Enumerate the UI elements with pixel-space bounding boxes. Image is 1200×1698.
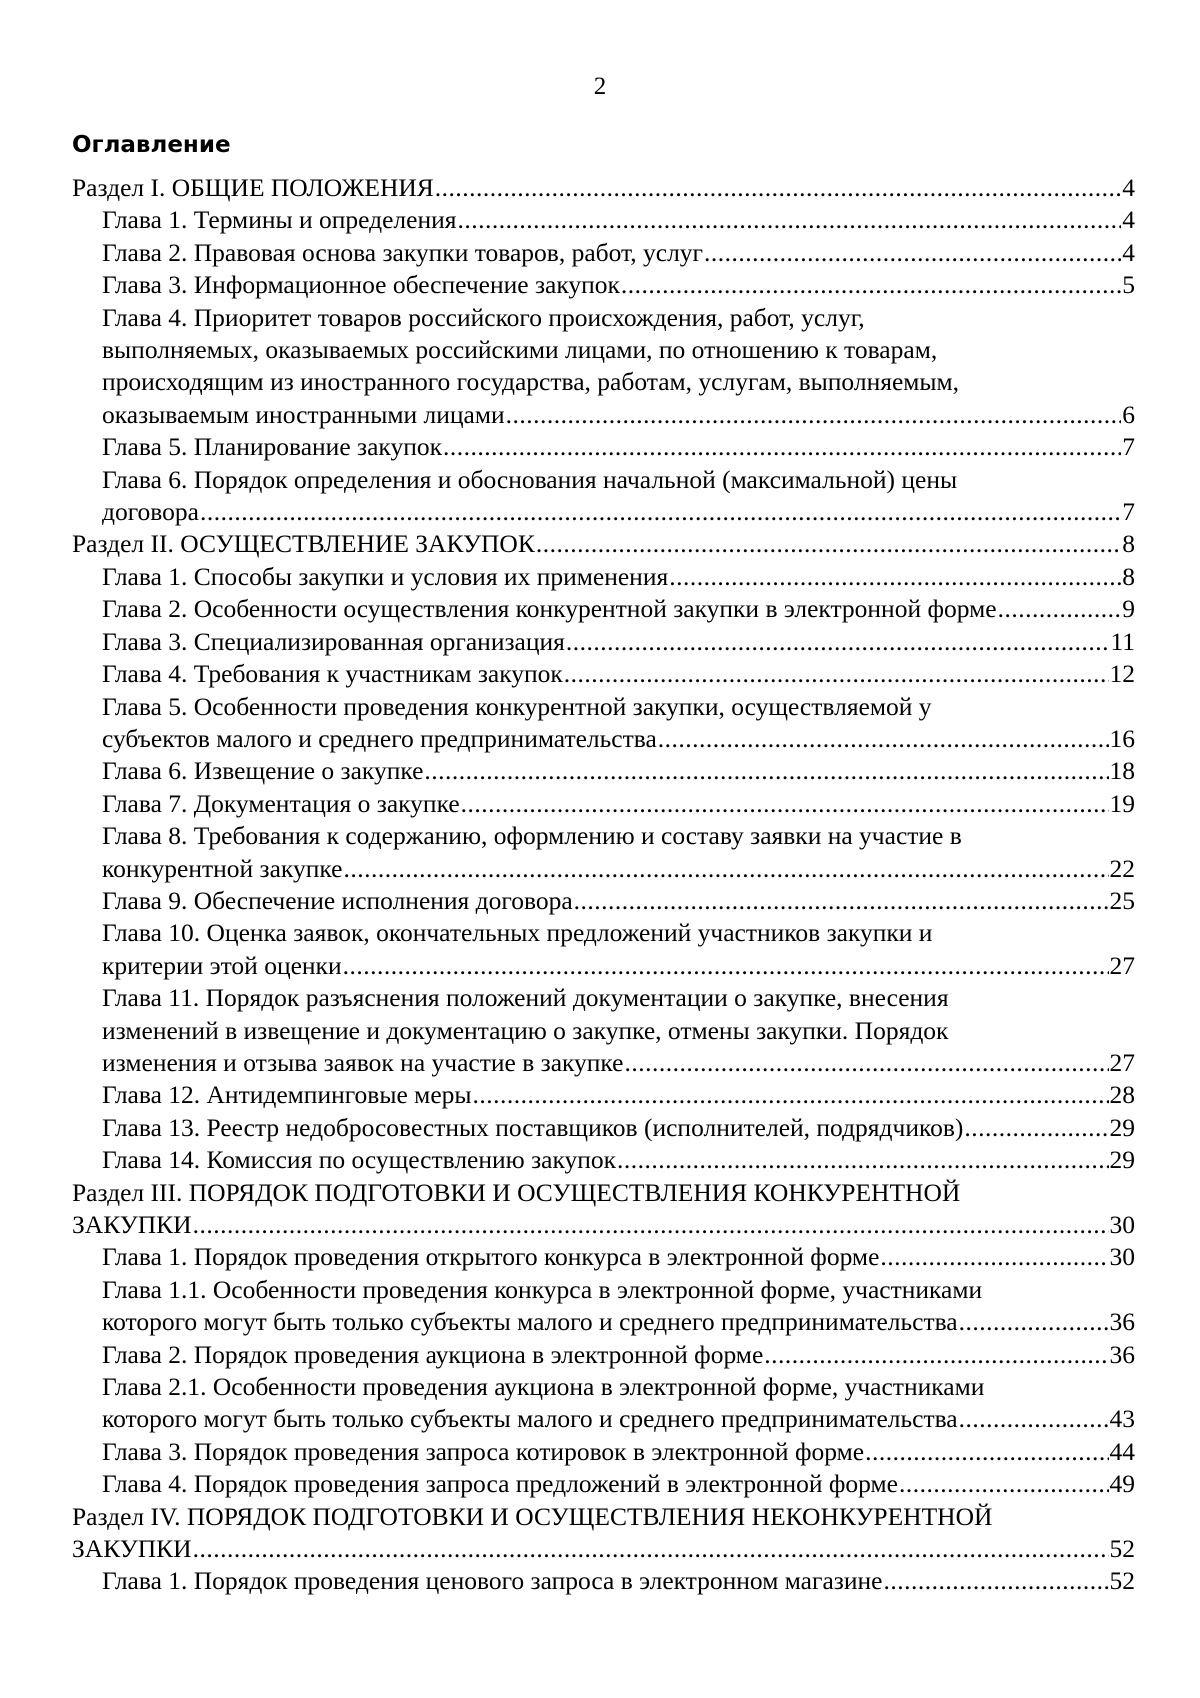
toc-section-entry[interactable] (72, 1501, 1135, 1566)
toc-title: Оглавление (72, 132, 231, 158)
dot-leader (536, 528, 1121, 560)
toc-entry-line (102, 1403, 1135, 1435)
dot-leader (617, 1144, 1108, 1176)
toc-entry-title: Глава 13. Реестр недобросовестных поставщиков (исполнителей, подрядчиков) (102, 1112, 964, 1142)
toc-chapter-entry[interactable] (72, 788, 1135, 820)
toc-entry-title: Глава 14. Комиссия по осуществлению закупок (102, 1145, 617, 1175)
toc-chapter-entry[interactable] (72, 626, 1135, 658)
toc-page-number: 7 (1122, 432, 1135, 462)
toc-page-number: 4 (1122, 173, 1135, 202)
toc-entry-line (102, 658, 1135, 690)
toc-page-number: 16 (1109, 723, 1135, 753)
toc-chapter-entry[interactable] (72, 982, 1135, 1079)
toc-entry-line (102, 626, 1135, 658)
toc-entry-line (102, 269, 1135, 301)
dot-leader (883, 1565, 1108, 1597)
toc-entry-line (102, 1339, 1135, 1371)
table-of-contents (72, 172, 1135, 1598)
toc-entry-line (102, 1144, 1135, 1176)
dot-leader (625, 1047, 1109, 1079)
toc-chapter-entry[interactable] (72, 1468, 1135, 1500)
toc-chapter-entry[interactable] (72, 658, 1135, 690)
toc-entry-line (72, 172, 1135, 204)
toc-entry-line (102, 1112, 1135, 1144)
dot-leader (193, 1533, 1109, 1565)
toc-entry-title: которого могут быть только субъекты малого и среднего предпринимательства (102, 1307, 958, 1337)
toc-entry-line (102, 788, 1135, 820)
toc-chapter-entry[interactable] (72, 431, 1135, 463)
dot-leader (343, 950, 1109, 982)
toc-page-number: 6 (1122, 399, 1135, 429)
toc-page-number: 8 (1122, 529, 1135, 559)
toc-entry-line (72, 528, 1135, 560)
toc-entry-line (102, 399, 1135, 431)
dot-leader (343, 853, 1108, 885)
toc-entry-line (102, 885, 1135, 917)
toc-page-number: 36 (1109, 1339, 1135, 1369)
toc-entry-line (102, 302, 1135, 334)
dot-leader (200, 496, 1121, 528)
page-number: 2 (593, 73, 607, 100)
dot-leader (424, 755, 1108, 787)
toc-section-entry[interactable] (72, 1177, 1135, 1242)
dot-leader (998, 593, 1122, 625)
toc-entry-title: субъектов малого и среднего предпринимательства (102, 723, 657, 753)
toc-entry-title: Глава 12. Антидемпинговые меры (102, 1080, 472, 1110)
dot-leader (461, 788, 1109, 820)
toc-entry-title: Глава 4. Требования к участникам закупок (102, 659, 563, 689)
toc-page-number: 30 (1109, 1210, 1135, 1239)
toc-entry-line (72, 1209, 1135, 1241)
toc-entry-title: изменения и отзыва заявок на участие в закупке (102, 1047, 624, 1077)
dot-leader (566, 626, 1110, 658)
toc-chapter-entry[interactable] (72, 237, 1135, 269)
toc-entry-line (102, 334, 1135, 366)
toc-entry-line (102, 691, 1135, 723)
dot-leader (669, 561, 1121, 593)
toc-entry-line (102, 1436, 1135, 1468)
toc-page-number: 52 (1109, 1534, 1135, 1564)
toc-page-number: 22 (1109, 853, 1135, 883)
toc-chapter-entry[interactable] (72, 204, 1135, 236)
toc-entry-title: Глава 2.1. Особенности проведения аукциона в электронной форме, участниками (102, 1372, 985, 1402)
toc-entry-line (102, 204, 1135, 236)
toc-entry-title: Раздел IV. ПОРЯДОК ПОДГОТОВКИ И ОСУЩЕСТВЛЕНИЯ НЕКОНКУРЕНТНОЙ (72, 1501, 993, 1531)
toc-entry-title: Глава 6. Извещение о закупке (102, 756, 424, 786)
dot-leader (621, 269, 1121, 301)
toc-entry-line (72, 1501, 1135, 1533)
toc-chapter-entry[interactable] (72, 1371, 1135, 1436)
toc-page-number: 43 (1109, 1404, 1135, 1434)
toc-entry-title: Глава 4. Приоритет товаров российского происхождения, работ, услуг, (102, 302, 865, 332)
toc-entry-line (102, 1241, 1135, 1273)
toc-entry-title: Глава 3. Порядок проведения запроса котировок в электронной форме (102, 1436, 865, 1466)
dot-leader (564, 658, 1109, 690)
toc-entry-title: Глава 1. Способы закупки и условия их применения (102, 561, 669, 591)
toc-page-number: 25 (1109, 885, 1135, 915)
toc-entry-title: Раздел I. ОБЩИЕ ПОЛОЖЕНИЯ (72, 173, 434, 202)
toc-entry-line (102, 464, 1135, 496)
toc-entry-title: критерии этой оценки (102, 950, 342, 980)
toc-section-entry[interactable] (72, 172, 1135, 204)
toc-page-number: 18 (1109, 756, 1135, 786)
toc-entry-title: которого могут быть только субъекты малого и среднего предпринимательства (102, 1404, 958, 1434)
toc-entry-line (102, 1047, 1135, 1079)
toc-entry-title: Глава 9. Обеспечение исполнения договора (102, 885, 573, 915)
toc-entry-title: Глава 2. Особенности осуществления конкурентной закупки в электронной форме (102, 594, 997, 624)
toc-entry-title: Глава 2. Порядок проведения аукциона в электронной форме (102, 1339, 764, 1369)
dot-leader (764, 1339, 1108, 1371)
toc-chapter-entry[interactable] (72, 1112, 1135, 1144)
toc-chapter-entry[interactable] (72, 755, 1135, 787)
toc-chapter-entry[interactable] (72, 269, 1135, 301)
toc-chapter-entry[interactable] (72, 561, 1135, 593)
toc-entry-title: Глава 10. Оценка заявок, окончательных предложений участников закупки и (102, 918, 933, 948)
toc-entry-title: Раздел II. ОСУЩЕСТВЛЕНИЕ ЗАКУПОК (72, 529, 535, 559)
toc-entry-title: Глава 1. Термины и определения (102, 205, 457, 235)
toc-page-number: 49 (1109, 1469, 1135, 1499)
toc-entry-line (102, 1468, 1135, 1500)
toc-page-number: 30 (1109, 1242, 1135, 1272)
toc-entry-title: Глава 5. Планирование закупок (102, 432, 442, 462)
toc-entry-title: Глава 1. Порядок проведения ценового запроса в электронном магазине (102, 1566, 883, 1596)
toc-entry-line (102, 1079, 1135, 1111)
toc-entry-line (102, 917, 1135, 949)
toc-page-number: 36 (1109, 1307, 1135, 1337)
toc-entry-line (102, 431, 1135, 463)
toc-chapter-entry[interactable] (72, 1274, 1135, 1339)
toc-page-number: 9 (1122, 594, 1135, 624)
toc-entry-title: Глава 6. Порядок определения и обоснования начальной (максимальной) цены (102, 464, 958, 494)
toc-entry-line (102, 723, 1135, 755)
toc-entry-title: Глава 4. Порядок проведения запроса предложений в электронной форме (102, 1469, 898, 1499)
toc-page-number: 12 (1109, 659, 1135, 689)
toc-page-number: 7 (1122, 497, 1135, 527)
toc-entry-line (102, 950, 1135, 982)
toc-page-number: 19 (1109, 788, 1135, 818)
toc-chapter-entry[interactable] (72, 1436, 1135, 1468)
dot-leader (865, 1436, 1108, 1468)
toc-entry-title: ЗАКУПКИ (72, 1210, 192, 1239)
toc-page-number: 4 (1122, 205, 1135, 235)
toc-entry-title: Глава 11. Порядок разъяснения положений документации о закупке, внесения (102, 983, 949, 1013)
toc-entry-line (72, 1177, 1135, 1209)
toc-page-number: 29 (1109, 1145, 1135, 1175)
dot-leader (964, 1112, 1108, 1144)
toc-entry-title: ЗАКУПКИ (72, 1534, 192, 1564)
toc-page-number: 29 (1109, 1112, 1135, 1142)
toc-entry-line (102, 593, 1135, 625)
toc-chapter-entry[interactable] (72, 464, 1135, 529)
toc-entry-title: Глава 2. Правовая основа закупки товаров, работ, услуг (102, 237, 704, 267)
toc-entry-line (102, 496, 1135, 528)
toc-entry-title: Глава 3. Специализированная организация (102, 626, 565, 656)
dot-leader (959, 1403, 1109, 1435)
toc-entry-title: оказываемым иностранными лицами (102, 399, 505, 429)
toc-entry-line (102, 1565, 1135, 1597)
toc-entry-title: Глава 5. Особенности проведения конкурентной закупки, осуществляемой у (102, 691, 932, 721)
dot-leader (704, 237, 1121, 269)
toc-entry-title: выполняемых, оказываемых российскими лицами, по отношению к товарам, (102, 335, 938, 365)
toc-page-number: 5 (1122, 270, 1135, 300)
toc-entry-title: договора (102, 497, 199, 527)
toc-entry-line (102, 1015, 1135, 1047)
toc-section-entry[interactable] (72, 528, 1135, 560)
toc-chapter-entry[interactable] (72, 917, 1135, 982)
toc-entry-line (102, 1274, 1135, 1306)
toc-entry-line (72, 1533, 1135, 1565)
toc-entry-title: Глава 3. Информационное обеспечение закупок (102, 270, 620, 300)
toc-chapter-entry[interactable] (72, 1565, 1135, 1597)
toc-entry-title: изменений в извещение и документацию о закупке, отмены закупки. Порядок (102, 1015, 949, 1045)
toc-chapter-entry[interactable] (72, 691, 1135, 756)
toc-page-number: 27 (1109, 950, 1135, 980)
toc-chapter-entry[interactable] (72, 302, 1135, 432)
toc-entry-line (102, 561, 1135, 593)
toc-entry-line (102, 982, 1135, 1014)
toc-page-number: 27 (1109, 1047, 1135, 1077)
toc-entry-line (102, 1306, 1135, 1338)
dot-leader (443, 431, 1121, 463)
dot-leader (193, 1209, 1109, 1241)
toc-entry-title: происходящим из иностранного государства, работам, услугам, выполняемым, (102, 367, 960, 397)
toc-entry-line (102, 366, 1135, 398)
toc-entry-line (102, 755, 1135, 787)
toc-chapter-entry[interactable] (72, 1144, 1135, 1176)
dot-leader (959, 1306, 1109, 1338)
dot-leader (506, 399, 1122, 431)
dot-leader (574, 885, 1109, 917)
toc-entry-line (102, 1371, 1135, 1403)
toc-chapter-entry[interactable] (72, 885, 1135, 917)
toc-chapter-entry[interactable] (72, 1339, 1135, 1371)
toc-entry-line (102, 237, 1135, 269)
dot-leader (473, 1079, 1109, 1111)
toc-chapter-entry[interactable] (72, 1079, 1135, 1111)
toc-entry-title: Глава 7. Документация о закупке (102, 788, 460, 818)
dot-leader (658, 723, 1109, 755)
toc-page-number: 8 (1122, 561, 1135, 591)
toc-page-number: 44 (1109, 1436, 1135, 1466)
dot-leader (435, 172, 1121, 204)
toc-entry-line (102, 853, 1135, 885)
dot-leader (899, 1468, 1109, 1500)
toc-page-number: 52 (1109, 1566, 1135, 1596)
toc-entry-title: Глава 8. Требования к содержанию, оформлению и составу заявки на участие в (102, 821, 962, 851)
toc-entry-line (102, 820, 1135, 852)
toc-entry-title: конкурентной закупке (102, 853, 343, 883)
toc-page-number: 28 (1109, 1080, 1135, 1110)
toc-entry-title: Глава 1. Порядок проведения открытого конкурса в электронной форме (102, 1242, 880, 1272)
toc-entry-title: Глава 1.1. Особенности проведения конкурса в электронной форме, участниками (102, 1274, 983, 1304)
dot-leader (880, 1241, 1108, 1273)
toc-page-number: 11 (1110, 626, 1135, 656)
toc-entry-title: Раздел III. ПОРЯДОК ПОДГОТОВКИ И ОСУЩЕСТВЛЕНИЯ КОНКУРЕНТНОЙ (72, 1177, 961, 1207)
toc-chapter-entry[interactable] (72, 1241, 1135, 1273)
toc-chapter-entry[interactable] (72, 593, 1135, 625)
dot-leader (458, 204, 1122, 236)
toc-page-number: 4 (1122, 237, 1135, 267)
toc-chapter-entry[interactable] (72, 820, 1135, 885)
